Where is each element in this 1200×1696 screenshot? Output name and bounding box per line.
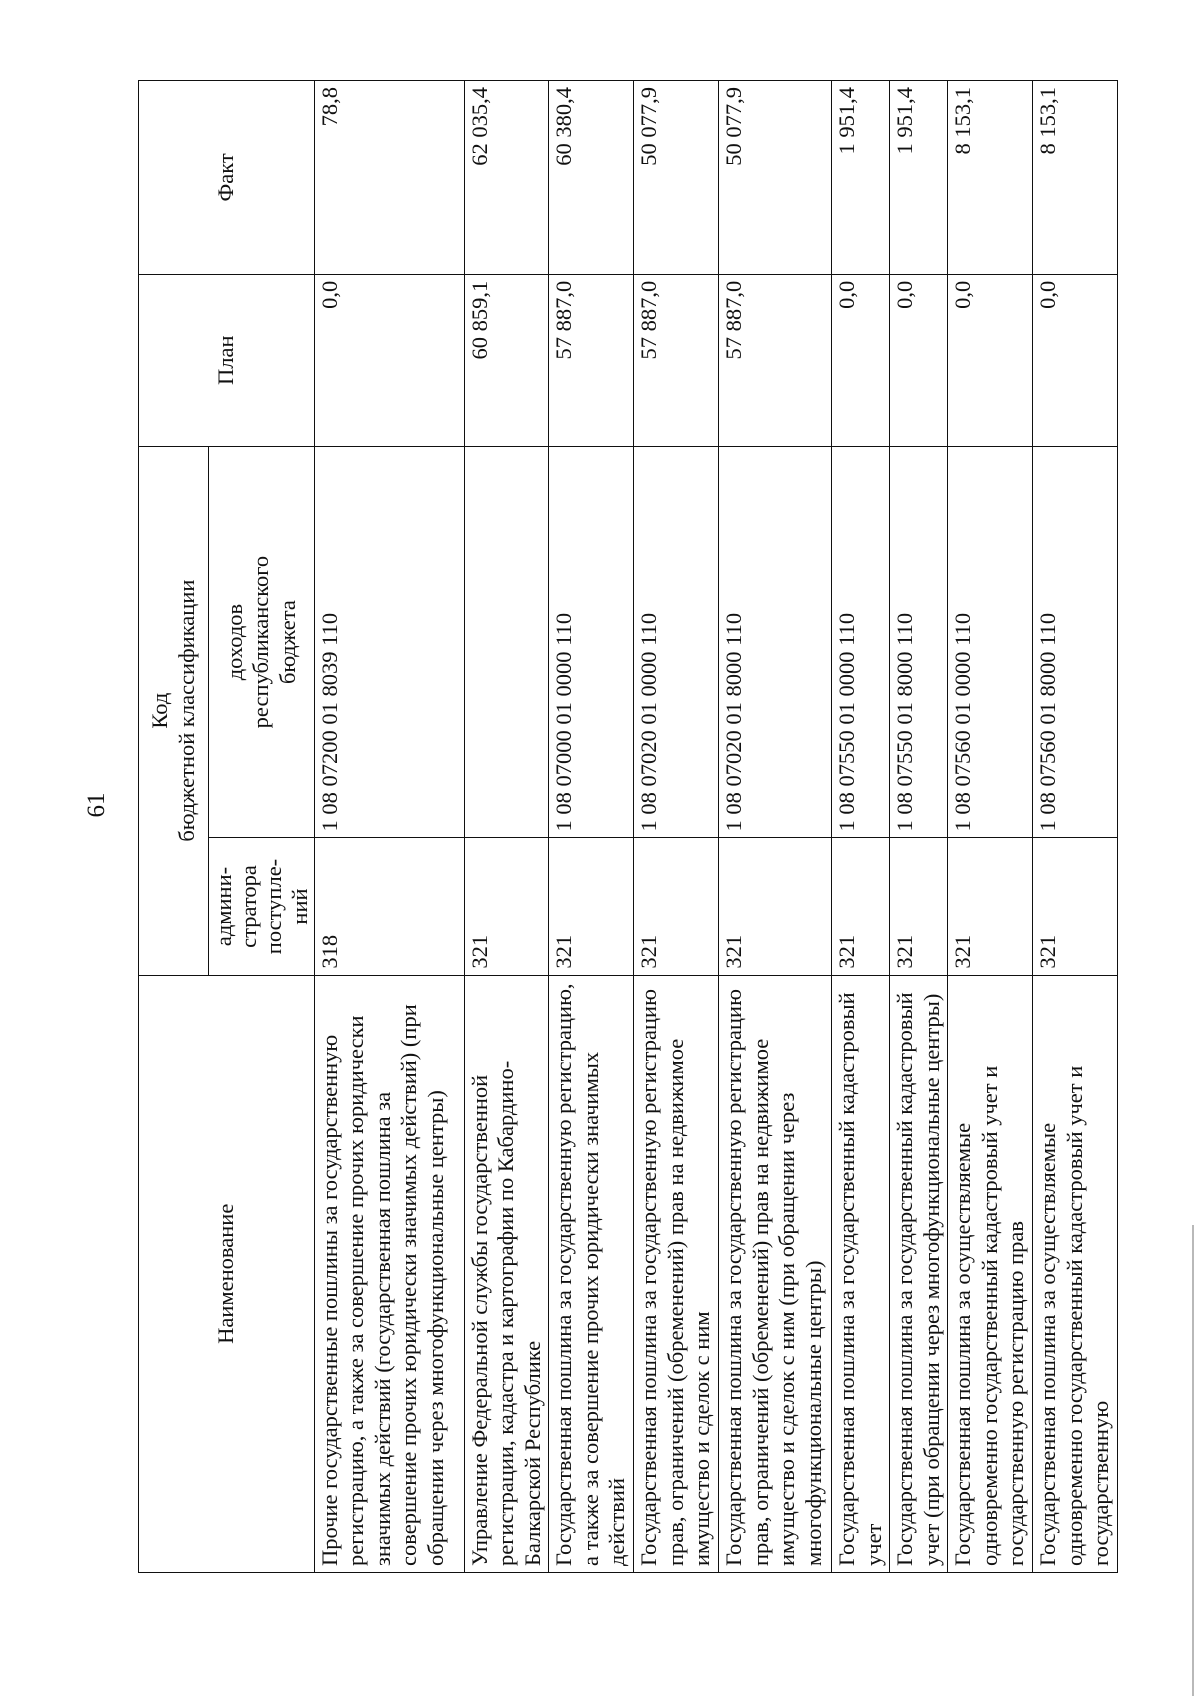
row-fact-cell: 60 380,4 [549, 81, 634, 275]
row-fact-cell: 78,8 [314, 81, 464, 275]
row-admin-cell: 321 [549, 838, 634, 975]
row-code-cell: 1 08 07020 01 8000 110 [719, 446, 832, 838]
row-admin-cell: 321 [948, 838, 1033, 975]
row-plan-cell: 60 859,1 [464, 274, 549, 446]
row-admin-cell: 321 [464, 838, 549, 975]
row-name-cell: Государственная пошлина за осуществляемые одновременно государственный кадастровый учет и государственную [1033, 975, 1118, 1572]
table-row [314, 81, 464, 1573]
row-plan-cell: 57 887,0 [719, 274, 832, 446]
row-fact-cell: 1 951,4 [890, 81, 948, 275]
row-code-cell [464, 446, 549, 838]
scan-edge-line [1192, 1225, 1194, 1696]
table-row [549, 81, 634, 1573]
row-fact-cell: 1 951,4 [832, 81, 890, 275]
header-admin: админи- стратора поступле- ний [209, 838, 315, 975]
row-plan-cell: 0,0 [890, 274, 948, 446]
row-name-cell: Государственная пошлина за государственную регистрацию прав, ограничений (обременений) прав на недвижимое имущество и сделок с ним (при обращении через многофункциональные центры) [719, 975, 832, 1572]
row-name-cell: Прочие государственные пошлины за государственную регистрацию, а также за совершение прочих юридически значимых действий (государственная пошлина за совершение прочих юридически значимых действий) (при обращении через многофункциональные центры) [314, 975, 464, 1572]
row-plan-cell: 57 887,0 [549, 274, 634, 446]
row-name-cell: Государственная пошлина за осуществляемые одновременно государственный кадастровый учет и государственную регистрацию прав [948, 975, 1033, 1572]
table-row [634, 81, 719, 1573]
row-plan-cell: 0,0 [1033, 274, 1118, 446]
header-name: Наименование [139, 975, 315, 1572]
row-admin-cell: 321 [890, 838, 948, 975]
row-admin-cell: 321 [832, 838, 890, 975]
row-admin-cell: 321 [634, 838, 719, 975]
rotated-table-sheet [138, 80, 1114, 1573]
row-code-cell: 1 08 07560 01 8000 110 [1033, 446, 1118, 838]
row-plan-cell: 0,0 [832, 274, 890, 446]
row-plan-cell: 0,0 [314, 274, 464, 446]
row-code-cell: 1 08 07020 01 0000 110 [634, 446, 719, 838]
row-code-cell: 1 08 07550 01 8000 110 [890, 446, 948, 838]
row-code-cell: 1 08 07560 01 0000 110 [948, 446, 1033, 838]
row-plan-cell: 57 887,0 [634, 274, 719, 446]
row-fact-cell: 62 035,4 [464, 81, 549, 275]
header-code-group: Код бюджетной классификации [139, 446, 209, 975]
row-name-cell: Государственная пошлина за государственный кадастровый учет [832, 975, 890, 1572]
table-row [948, 81, 1033, 1573]
page-number: 61 [83, 792, 110, 818]
row-fact-cell: 8 153,1 [948, 81, 1033, 275]
row-fact-cell: 8 153,1 [1033, 81, 1118, 275]
header-fact: Факт [139, 81, 315, 275]
row-name-cell: Управление Федеральной службы государственной регистрации, кадастра и картографии по Кабардино-Балкарской Республике [464, 975, 549, 1572]
row-code-cell: 1 08 07550 01 0000 110 [832, 446, 890, 838]
table-row [890, 81, 948, 1573]
row-plan-cell: 0,0 [948, 274, 1033, 446]
row-code-cell: 1 08 07200 01 8039 110 [314, 446, 464, 838]
row-code-cell: 1 08 07000 01 0000 110 [549, 446, 634, 838]
row-fact-cell: 50 077,9 [634, 81, 719, 275]
header-plan: План [139, 274, 315, 446]
row-admin-cell: 318 [314, 838, 464, 975]
header-income: доходов республиканского бюджета [209, 446, 315, 838]
table-row [464, 81, 549, 1573]
row-name-cell: Государственная пошлина за государственную регистрацию прав, ограничений (обременений) прав на недвижимое имущество и сделок с ним [634, 975, 719, 1572]
table-row [832, 81, 890, 1573]
row-fact-cell: 50 077,9 [719, 81, 832, 275]
row-name-cell: Государственная пошлина за государственный кадастровый учет (при обращении через многофункциональные центры) [890, 975, 948, 1572]
row-admin-cell: 321 [719, 838, 832, 975]
budget-table [138, 80, 1118, 1573]
table-row [1033, 81, 1118, 1573]
row-admin-cell: 321 [1033, 838, 1118, 975]
row-name-cell: Государственная пошлина за государственную регистрацию, а также за совершение прочих юридически значимых действий [549, 975, 634, 1572]
table-row [719, 81, 832, 1573]
table-body [314, 81, 1117, 1573]
